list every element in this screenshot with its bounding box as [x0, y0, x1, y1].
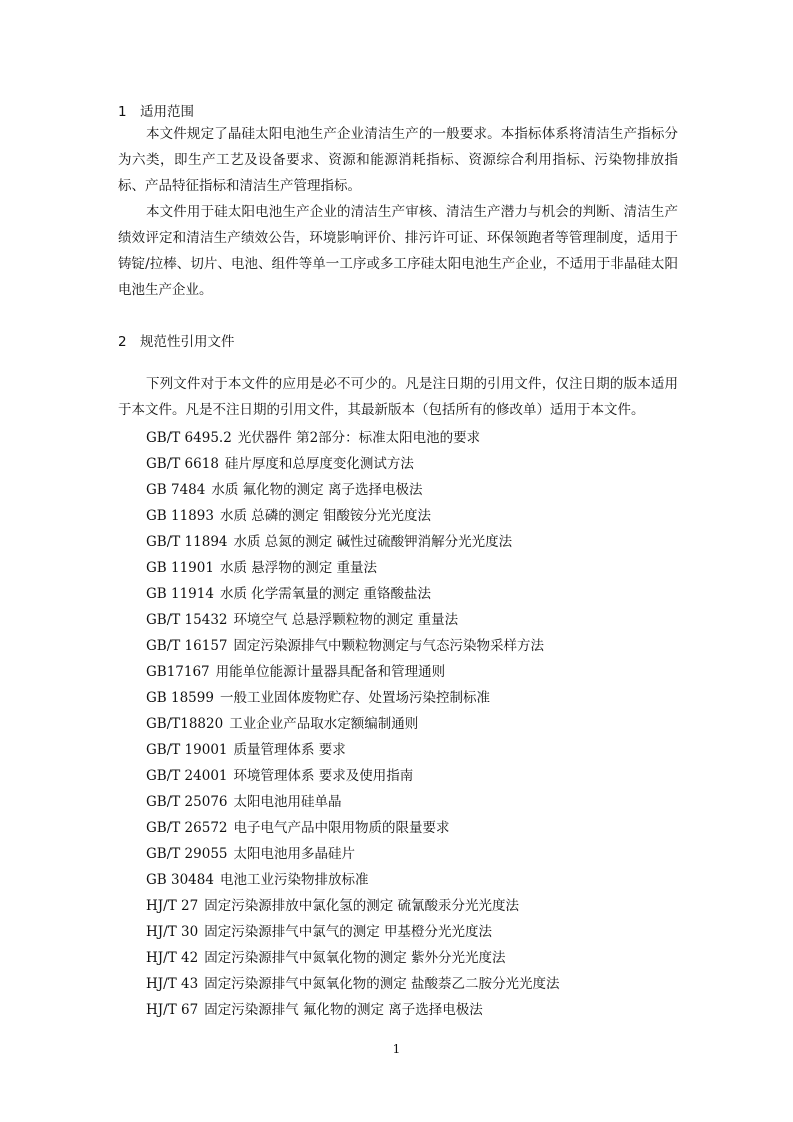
reference-code: HJ/T 67: [146, 1002, 199, 1018]
reference-title: 太阳电池用多晶硅片: [233, 846, 355, 862]
reference-code: GB 11901: [146, 560, 214, 576]
reference-item: [146, 451, 560, 477]
section-2-intro: [118, 371, 678, 423]
section-1-body: [118, 121, 678, 303]
reference-title: 水质 化学需氧量的测定 重铬酸盐法: [219, 586, 432, 602]
reference-item: [146, 763, 560, 789]
reference-code: GB/T18820: [146, 716, 224, 732]
section-2-number: 2: [118, 334, 127, 350]
reference-code: GB 30484: [146, 872, 214, 888]
section-1-number: 1: [118, 104, 127, 120]
reference-item: [146, 555, 560, 581]
reference-title: 工业企业产品取水定额编制通则: [229, 716, 419, 732]
reference-item: [146, 789, 560, 815]
reference-code: GB 11893: [146, 508, 214, 524]
reference-title: 环境管理体系 要求及使用指南: [233, 768, 414, 784]
section-1-heading: [118, 100, 194, 120]
reference-item: [146, 633, 560, 659]
section-1-paragraph-1: 本文件规定了晶硅太阳电池生产企业清洁生产的一般要求。本指标体系将清洁生产指标分为六类，即生产工艺及设备要求、资源和能源消耗指标、资源综合利用指标、污染物排放指标、产品特征指标和清洁生产管理指标。: [118, 126, 678, 194]
reference-title: 太阳电池用硅单晶: [233, 794, 342, 810]
reference-item: [146, 685, 560, 711]
reference-code: HJ/T 43: [146, 976, 199, 992]
reference-code: GB/T 19001: [146, 742, 228, 758]
reference-code: GB/T 24001: [146, 768, 228, 784]
reference-code: GB17167: [146, 664, 210, 680]
reference-item: [146, 581, 560, 607]
reference-title: 光伏器件 第2部分：标准太阳电池的要求: [237, 430, 481, 446]
reference-title: 电池工业污染物排放标准: [219, 872, 369, 888]
reference-title: 质量管理体系 要求: [233, 742, 346, 758]
reference-title: 固定污染源排气中颗粒物测定与气态污染物采样方法: [233, 638, 544, 654]
reference-code: GB/T 6618: [146, 456, 219, 472]
reference-item: [146, 503, 560, 529]
reference-item: [146, 971, 560, 997]
reference-title: 一般工业固体废物贮存、处置场污染控制标准: [219, 690, 490, 706]
reference-list: [146, 425, 560, 1023]
reference-code: GB/T 15432: [146, 612, 228, 628]
reference-item: [146, 711, 560, 737]
section-2-heading: [118, 330, 235, 350]
reference-item: [146, 945, 560, 971]
reference-title: 电子电气产品中限用物质的限量要求: [233, 820, 450, 836]
reference-item: [146, 659, 560, 685]
reference-item: [146, 841, 560, 867]
section-1-paragraph-2: 本文件用于硅太阳电池生产企业的清洁生产审核、清洁生产潜力与机会的判断、清洁生产绩效评定和清洁生产绩效公告，环境影响评价、排污许可证、环保领跑者等管理制度，适用于铸锭/拉棒、切片、电池、组件等单一工序或多工序硅太阳电池生产企业，不适用于非晶硅太阳电池生产企业。: [118, 204, 678, 298]
reference-item: [146, 997, 560, 1023]
reference-title: 用能单位能源计量器具配备和管理通则: [215, 664, 446, 680]
reference-item: [146, 919, 560, 945]
reference-code: GB 7484: [146, 482, 206, 498]
reference-title: 固定污染源排气中氮氧化物的测定 盐酸萘乙二胺分光光度法: [204, 976, 560, 992]
reference-code: HJ/T 27: [146, 898, 199, 914]
reference-item: [146, 477, 560, 503]
section-1-title: 适用范围: [140, 104, 194, 120]
reference-code: GB/T 6495.2: [146, 430, 232, 446]
reference-title: 固定污染源排气中氮氧化物的测定 紫外分光光度法: [204, 950, 506, 966]
reference-code: GB 11914: [146, 586, 214, 602]
reference-item: [146, 737, 560, 763]
reference-code: GB/T 16157: [146, 638, 228, 654]
reference-code: GB/T 11894: [146, 534, 228, 550]
reference-title: 水质 总氮的测定 碱性过硫酸钾消解分光光度法: [233, 534, 513, 550]
reference-title: 水质 悬浮物的测定 重量法: [219, 560, 378, 576]
reference-item: [146, 529, 560, 555]
reference-item: [146, 867, 560, 893]
reference-item: [146, 607, 560, 633]
reference-item: [146, 815, 560, 841]
reference-title: 固定污染源排放中氯化氢的测定 硫氰酸汞分光光度法: [204, 898, 520, 914]
section-2-title: 规范性引用文件: [140, 334, 235, 350]
reference-code: GB/T 25076: [146, 794, 228, 810]
reference-item: [146, 425, 560, 451]
reference-title: 水质 总磷的测定 钼酸铵分光光度法: [219, 508, 432, 524]
reference-item: [146, 893, 560, 919]
reference-title: 水质 氟化物的测定 离子选择电极法: [211, 482, 423, 498]
section-2-intro-text: 下列文件对于本文件的应用是必不可少的。凡是注日期的引用文件，仅注日期的版本适用于本文件。凡是不注日期的引用文件，其最新版本（包括所有的修改单）适用于本文件。: [118, 376, 678, 418]
reference-code: GB/T 26572: [146, 820, 228, 836]
reference-title: 固定污染源排气中氯气的测定 甲基橙分光光度法: [204, 924, 493, 940]
reference-code: GB/T 29055: [146, 846, 228, 862]
reference-title: 环境空气 总悬浮颗粒物的测定 重量法: [233, 612, 459, 628]
reference-title: 硅片厚度和总厚度变化测试方法: [224, 456, 414, 472]
reference-code: HJ/T 42: [146, 950, 199, 966]
reference-code: HJ/T 30: [146, 924, 199, 940]
reference-title: 固定污染源排气 氟化物的测定 离子选择电极法: [204, 1002, 483, 1018]
page-number: 1: [392, 1042, 401, 1056]
reference-code: GB 18599: [146, 690, 214, 706]
